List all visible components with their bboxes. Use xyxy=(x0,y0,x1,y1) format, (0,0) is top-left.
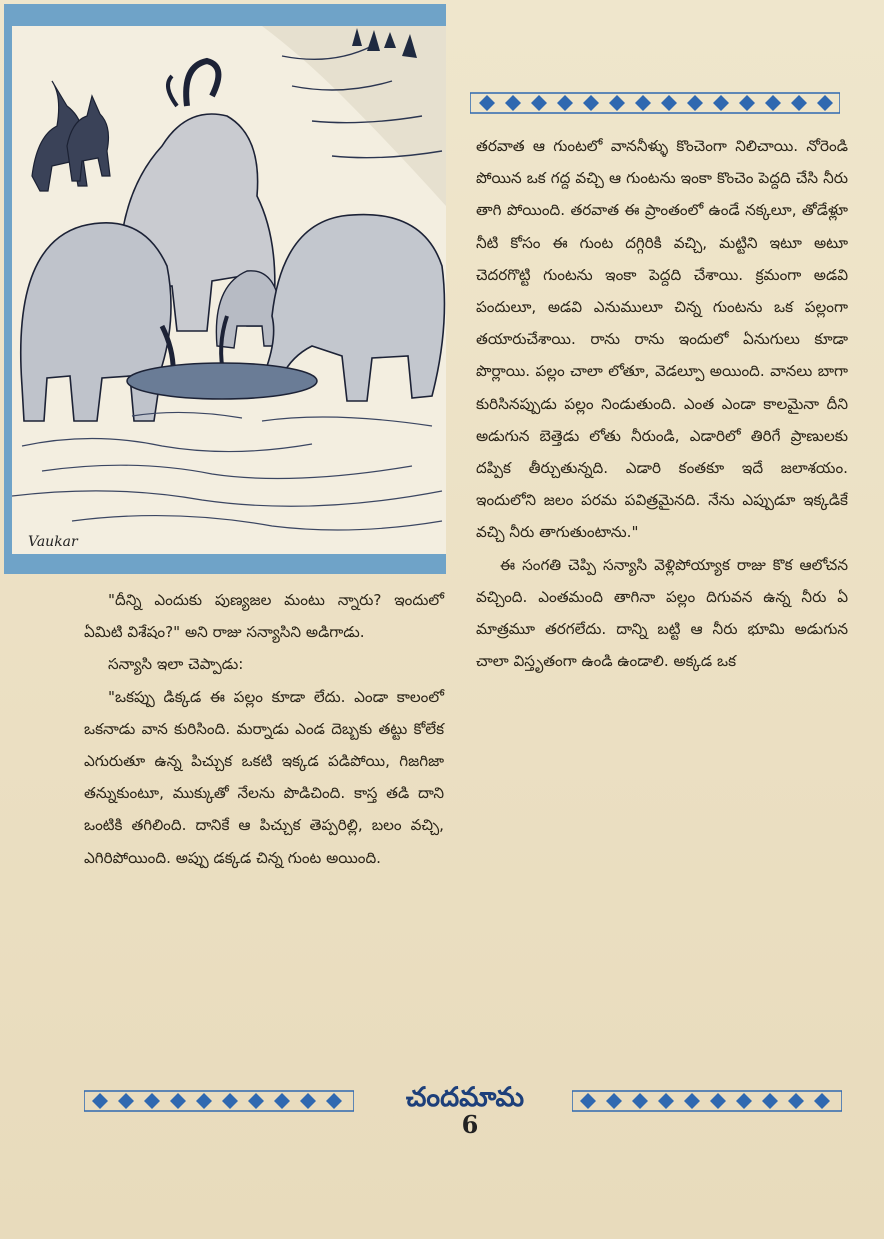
left-column xyxy=(84,584,444,874)
paragraph: తరవాత ఆ గుంటలో వాననీళ్ళు కొంచెంగా నిలిచాయి. నోరెండి పోయిన ఒక గద్ద వచ్చి ఆ గుంటను ఇంకా కొంచెం పెద్దది చేసి నీరు తాగి పోయింది. తరవాత ఈ ప్రాంతంలో ఉండే నక్కలూ, తోడేళ్లూ నీటి కోసం ఈ గుంట దగ్గిరికి వచ్చి, మట్టిని ఇటూ అటూ చెదరగొట్టి గుంటను ఇంకా పెద్దది చేశాయి. క్రమంగా అడవి పందులూ, అడవి ఎనుములూ చిన్న గుంటను ఒక పల్లంగా తయారుచేశాయి. రాను రాను ఇందులో ఏనుగులు కూడా పొర్లాయి. పల్లం చాలా లోతూ, వెడల్పూ అయింది. వానలు బాగా కురిసినప్పుడు పల్లం నిండుతుంది. ఎంత ఎండా కాలమైనా దీని అడుగున బెత్తెడు లోతు నీరుండి, ఎడారిలో తిరిగే ప్రాణులకు దప్పిక తీర్చుతున్నది. ఎడారి కంతకూ ఇదే జలాశయం. ఇందులోని జలం పరమ పవిత్రమైనది. నేను ఎప్పుడూ ఇక్కడికే వచ్చి నీరు తాగుతుంటాను." xyxy=(476,137,848,542)
decorative-border-footer-right xyxy=(572,1090,842,1112)
page-number: 6 xyxy=(461,1110,479,1139)
paragraph: "ఒకప్పు డిక్కడ ఈ పల్లం కూడా లేదు. ఎండా కాలంలో ఒకనాడు వాన కురిసింది. మర్నాడు ఎండ దెబ్బకు తట్టు కోలేక ఎగురుతూ ఉన్న పిచ్చుక ఒకటి ఇక్కడ పడిపోయి, గిజగిజా తన్నుకుంటూ, ముక్కుతో నేలను పొడిచింది. కాస్త తడి దాని ఒంటికి తగిలింది. దానికే ఆ పిచ్చుక తెప్పరిల్లి, బలం వచ్చి, ఎగిరిపోయింది. అప్పు డక్కడ చిన్న గుంట అయింది. xyxy=(84,687,444,867)
magazine-title: చందమామ xyxy=(405,1082,525,1113)
paragraph: సన్యాసి ఇలా చెప్పాడు: xyxy=(108,655,244,674)
illustration xyxy=(12,26,446,554)
elephants-drinking-illustration xyxy=(12,26,446,554)
paragraph: ఈ సంగతి చెప్పి సన్యాసి వెళ్లిపోయ్యాక రాజు కొక ఆలోచన వచ్చింది. ఎంతమంది తాగినా పల్లం దిగువన ఉన్న నీరు ఏ మాత్రమూ తరగలేదు. దాన్ని బట్టి ఆ నీరు భూమి అడుగున చాలా విస్తృతంగా ఉండి ఉండాలి. అక్కడ ఒక xyxy=(476,555,848,671)
right-column xyxy=(476,130,848,677)
artist-signature: Vaukar xyxy=(28,534,78,550)
illustration-frame xyxy=(4,4,446,574)
paragraph: "దీన్ని ఎందుకు పుణ్యజల మంటు న్నారు? ఇందులో ఏమిటి విశేషం?" అని రాజు సన్యాసిని అడిగాడు. xyxy=(84,591,444,642)
decorative-border-footer-left xyxy=(84,1090,354,1112)
decorative-border-top xyxy=(470,92,840,114)
